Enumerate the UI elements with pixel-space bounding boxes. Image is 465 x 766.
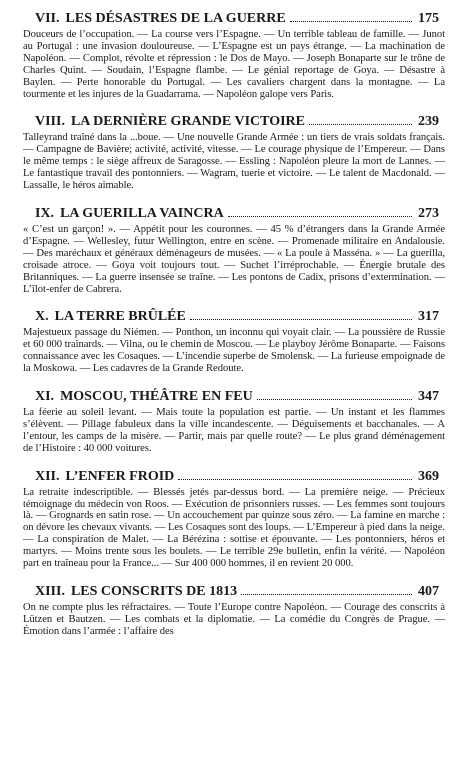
chapter-numeral: VII. <box>35 11 60 26</box>
chapter-heading[interactable] <box>23 205 445 222</box>
chapter-title: LES CONSCRITS DE 1813 <box>70 584 238 599</box>
dot-leader <box>241 594 412 595</box>
chapter-summary: La retraite indescriptible. — Blessés jetés par-dessus bord. — La première neige. — Précieux témoignage du médecin von Roos. — Exécution de prisonniers russes. — Les femmes sont toujours là. — Grognards en satin rose. — Un accouchement par quinze sous zéro. — La famine en marche : on dévore les chevaux vivants. — Les Cosaques sont des loups. — L’Empereur à pied dans la neige. — La conspiration de Malet. — La Bérézina : sottise et épouvante. — Les pontonniers, héros et martyrs. — Moins trente sous les boulets. — Le terrible 29e bulletin, enfin la vérité. — Napoléon part en traîneau pour la France... — Sur 400 000 hommes, il en revient 20 000. <box>23 486 445 570</box>
chapter-summary: Talleyrand traîné dans la ...boue. — Une nouvelle Grande Armée : un tiers de vrais soldats français. — Campagne de Bavière; activité, activité, vitesse. — Le courage physique de l’Empereur. — Dans le même temps : le siège affreux de Saragosse. — Essling : Napoléon pleure la mort de Lannes. — Le fantastique travail des pontonniers. — Wagram, tuerie et victoire. — Le talent de Macdonald. — Lassalle, le héros aimable. <box>23 132 445 192</box>
chapter-title: LES DÉSASTRES DE LA GUERRE <box>65 11 286 26</box>
chapter-page-number: 347 <box>418 389 439 405</box>
chapter-heading[interactable] <box>23 308 445 325</box>
chapter-page-number: 239 <box>418 114 439 130</box>
dot-leader <box>228 216 412 217</box>
chapter-title: L’ENFER FROID <box>65 468 175 484</box>
chapter-title: LA GUERILLA VAINCRA <box>60 205 224 221</box>
chapter-heading[interactable] <box>23 10 445 27</box>
chapter-xii <box>23 468 445 570</box>
chapter-page-number: 369 <box>418 468 439 484</box>
chapter-heading[interactable] <box>23 468 445 485</box>
chapter-page-number: 273 <box>418 205 439 221</box>
dot-leader <box>290 21 412 22</box>
chapter-numeral: XIII. <box>35 584 65 599</box>
dot-leader <box>178 479 412 480</box>
chapter-heading[interactable] <box>23 388 445 405</box>
chapter-summary: Majestueux passage du Niémen. — Ponthon, un inconnu qui voyait clair. — La poussière de Russie et 60 000 traînards. — Vilna, ou le chemin de Moscou. — Le playboy Jérôme Bonaparte. — Faisons connaissance avec les Cosaques. — L’incendie superbe de Smolensk. — La furieuse empoignade de la Moskowa. — Les cadavres de la Grande Redoute. <box>23 327 445 375</box>
chapter-heading[interactable] <box>23 113 445 130</box>
chapter-ix <box>23 205 445 295</box>
chapter-numeral: XI. <box>35 389 55 405</box>
chapter-page-number: 407 <box>418 584 439 599</box>
chapter-numeral: IX. <box>35 205 55 221</box>
chapter-summary: « C’est un garçon! ». — Appétit pour les couronnes. — 45 % d’étrangers dans la Grande Armée d’Espagne. — Wellesley, futur Wellington, entre en scène. — Promenade militaire en Andalousie. — Des maréchaux et généraux déménageurs de musées. — « La poule à Masséna. » — La guerilla, croisade atroce. — Goya voit toujours tout. — Suchet l’irréprochable. — Énergie brutale des Britanniques. — La guerre insensée se traîne. — Les pontons de Cadix, prisons d’extermination. — L’îlot-enfer de Cabrera. <box>23 223 445 295</box>
dot-leader <box>257 399 412 400</box>
chapter-title: LA DERNIÈRE GRANDE VICTOIRE <box>70 114 306 130</box>
chapter-page-number: 175 <box>418 11 439 26</box>
chapter-title: LA TERRE BRÛLÉE <box>54 309 186 325</box>
chapter-summary: Douceurs de l’occupation. — La course vers l’Espagne. — Un terrible tableau de famille. — Junot au Portugal : une invasion douloureuse. — L’Espagne est un pays étrange. — La machination de Napoléon. — Complot, révolte et répression : le Dos de Mayo. — Joseph Bonaparte sur le trône de Charles Quint. — Soudain, l’Espagne flambe. — Le génial reportage de Goya. — Désastre à Baylen. — Perte honorable du Portugal. — Les cavaliers chargent dans la montagne. — La tourmente et les injures de la Guadarrama. — Napoléon galope vers Paris. <box>23 29 445 100</box>
chapter-page-number: 317 <box>418 309 439 325</box>
chapter-xiii <box>23 583 445 638</box>
chapter-title: MOSCOU, THÉÂTRE EN FEU <box>60 389 253 405</box>
chapter-numeral: VIII. <box>35 114 65 130</box>
chapter-xi <box>23 388 445 455</box>
chapter-viii <box>23 113 445 192</box>
dot-leader <box>190 319 412 320</box>
dot-leader <box>309 124 412 125</box>
chapter-summary: On ne compte plus les réfractaires. — Toute l’Europe contre Napoléon. — Courage des conscrits à Lützen et Bautzen. — Les combats et la diplomatie. — La comédie du Congrès de Prague. — Émotion dans l’armée : l’affaire des <box>23 602 445 637</box>
chapter-numeral: XII. <box>35 468 60 484</box>
chapter-vii <box>23 10 445 100</box>
chapter-numeral: X. <box>35 309 49 325</box>
chapter-summary: La féerie au soleil levant. — Mais toute la population est partie. — Un instant et les flammes s’élèvent. — Pillage fabuleux dans la ville incandescente. — Déguisements et bacchanales. — A l’entour, les camps de la misère. — Partir, mais par quelle route? — Le plus grand déménagement de l’Histoire : 40 000 voitures. <box>23 407 445 454</box>
chapter-heading[interactable] <box>23 583 445 600</box>
chapter-x <box>23 308 445 375</box>
